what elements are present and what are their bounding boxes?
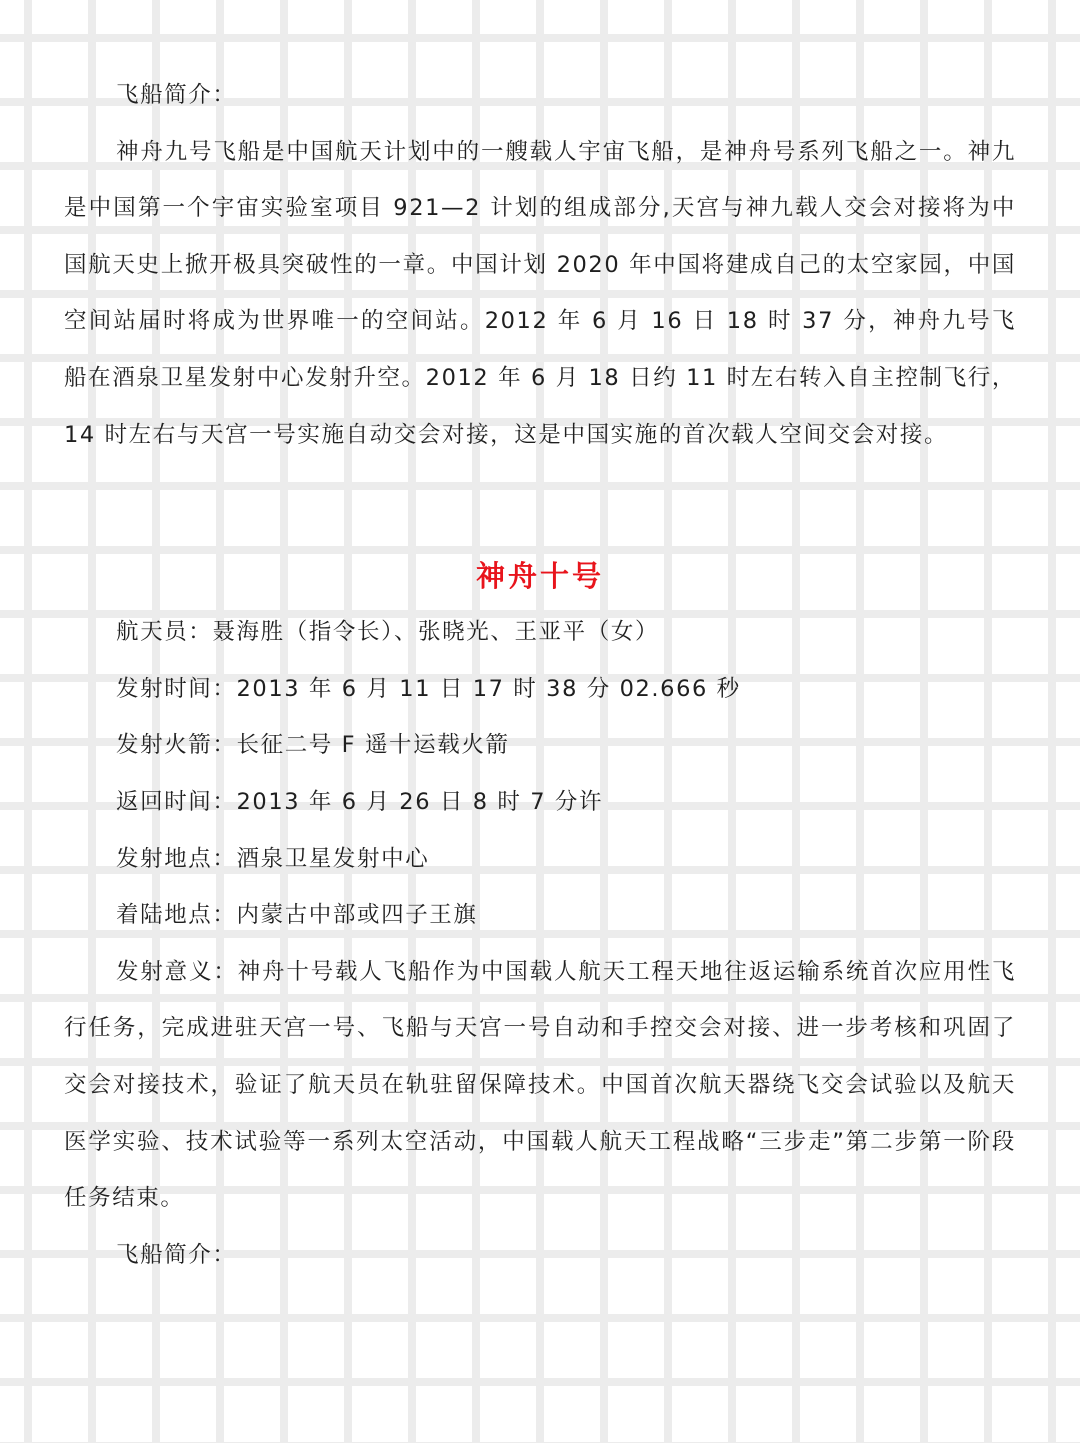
rocket-line: 发射火箭：长征二号 F 遥十运载火箭	[116, 732, 510, 759]
document-page	[64, 67, 1016, 1283]
astronauts-line: 航天员：聂海胜（指令长）、张晓光、王亚平（女）	[116, 619, 660, 646]
shenzhou9-intro-paragraph: 神舟九号飞船是中国航天计划中的一艘载人宇宙飞船，是神舟号系列飞船之一。神九是中国第一个宇宙实验室项目 921—2 计划的组成部分,天宫与神九载人交会对接将为中国航天史上掀开极具突破性的一章。中国计划 2020 年中国将建成自己的太空家园，中国空间站届时将成为世界唯一的空间站。2012 年 6 月 16 日 18 时 37 分，神舟九号飞船在酒泉卫星发射中心发射升空。2012 年 6 月 18 日约 11 时左右转入自主控制飞行，14 时左右与天宫一号实施自动交会对接，这是中国实施的首次载人空间交会对接。	[64, 138, 1016, 448]
shenzhou9-intro-label: 飞船简介：	[116, 82, 237, 108]
return-time-line: 返回时间：2013 年 6 月 26 日 8 时 7 分许	[116, 788, 604, 815]
section-spacer	[64, 463, 1016, 548]
launch-time-line: 发射时间：2013 年 6 月 11 日 17 时 38 分 02.666 秒	[116, 675, 741, 702]
significance-paragraph: 发射意义：神舟十号载人飞船作为中国载人航天工程天地往返运输系统首次应用性飞行任务，完成进驻天宫一号、飞船与天宫一号自动和手控交会对接、进一步考核和巩固了交会对接技术，验证了航天员在轨驻留保障技术。中国首次航天器绕飞交会试验以及航天医学实验、技术试验等一系列太空活动，中国载人航天工程战略“三步走”第二步第一阶段任务结束。	[64, 958, 1016, 1212]
section-title-shenzhou10: 神舟十号	[475, 559, 604, 594]
shenzhou10-intro-label: 飞船简介：	[116, 1241, 237, 1268]
landing-site-line: 着陆地点：内蒙古中部或四子王旗	[116, 902, 478, 929]
launch-site-line: 发射地点：酒泉卫星发射中心	[116, 845, 430, 872]
